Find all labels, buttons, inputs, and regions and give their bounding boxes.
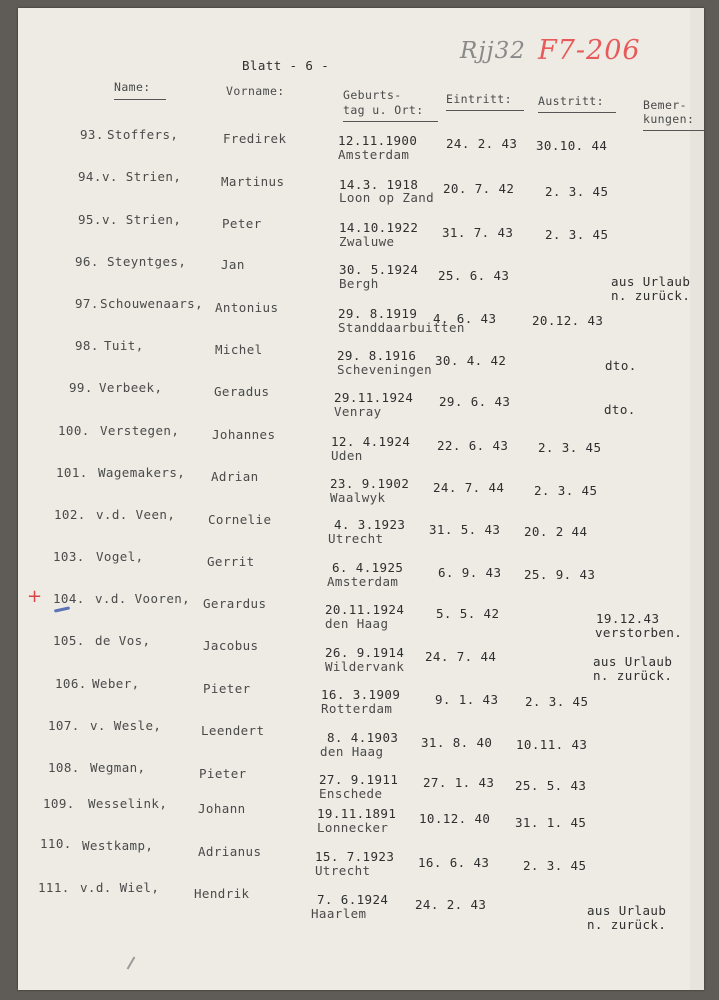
- header-name: Name:: [114, 80, 151, 94]
- row-remark-1: 19.12.43: [596, 611, 660, 626]
- row-eintritt: 16. 6. 43: [418, 855, 490, 870]
- row-vorname: Peter: [222, 216, 262, 231]
- header-eintritt: Eintritt:: [446, 92, 512, 106]
- row-name: Tuit,: [104, 338, 144, 353]
- archive-initials: Rjj32: [460, 38, 526, 64]
- row-number: 94.: [78, 169, 102, 184]
- row-birth-place: Scheveningen: [337, 362, 433, 377]
- row-eintritt: 31. 8. 40: [421, 735, 493, 750]
- row-vorname: Johannes: [212, 427, 276, 442]
- row-birth-place: Loon op Zand: [339, 190, 435, 205]
- row-number: 104.: [53, 591, 85, 606]
- row-name: Stoffers,: [107, 127, 179, 142]
- row-number: 96.: [75, 254, 99, 269]
- row-birth-place: Uden: [331, 448, 363, 463]
- row-eintritt: 29. 6. 43: [439, 394, 511, 409]
- row-eintritt: 30. 4. 42: [435, 353, 507, 368]
- row-birth-date: 20.11.1924: [325, 602, 405, 617]
- row-name: Vogel,: [96, 549, 144, 564]
- row-birth-date: 27. 9.1911: [319, 772, 399, 787]
- row-birth-date: 30. 5.1924: [339, 262, 419, 277]
- header-name-underline: [114, 99, 166, 100]
- row-eintritt: 24. 2. 43: [415, 897, 487, 912]
- row-eintritt: 9. 1. 43: [435, 692, 499, 707]
- row-name: Verstegen,: [100, 423, 180, 438]
- row-remark-1: dto.: [605, 358, 637, 373]
- row-birth-place: Enschede: [319, 786, 383, 801]
- row-eintritt: 4. 6. 43: [433, 311, 497, 326]
- row-birth-place: Bergh: [339, 276, 379, 291]
- row-number: 107.: [48, 718, 80, 733]
- row-number: 102.: [54, 507, 86, 522]
- row-remark-2: n. zurück.: [587, 917, 667, 932]
- row-name: v.d. Veen,: [96, 507, 176, 522]
- header-austritt-underline: [538, 112, 616, 113]
- row-birth-date: 4. 3.1923: [334, 517, 406, 532]
- page-edge: [690, 8, 704, 990]
- row-number: 97.: [75, 296, 99, 311]
- row-vorname: Michel: [215, 342, 263, 357]
- margin-plus-mark: +: [27, 586, 43, 607]
- row-birth-place: Haarlem: [311, 906, 367, 921]
- row-name: Wesselink,: [88, 796, 168, 811]
- header-geburt-1: Geburts-: [343, 88, 402, 102]
- row-birth-place: Amsterdam: [338, 147, 410, 162]
- row-eintritt: 24. 2. 43: [446, 136, 518, 151]
- row-remark-1: aus Urlaub: [593, 654, 673, 669]
- row-birth-place: Lonnecker: [317, 820, 389, 835]
- row-vorname: Leendert: [201, 723, 265, 738]
- header-bemerk-1: Bemer-: [643, 98, 687, 112]
- row-birth-date: 15. 7.1923: [315, 849, 395, 864]
- row-birth-date: 26. 9.1914: [325, 645, 405, 660]
- row-name: Steyntges,: [107, 254, 187, 269]
- row-number: 98.: [75, 338, 99, 353]
- row-birth-date: 19.11.1891: [317, 806, 397, 821]
- row-vorname: Jacobus: [203, 638, 259, 653]
- row-vorname: Cornelie: [208, 512, 272, 527]
- row-birth-date: 7. 6.1924: [317, 892, 389, 907]
- header-geburt-2: tag u. Ort:: [343, 103, 424, 117]
- row-birth-place: Utrecht: [328, 531, 384, 546]
- row-birth-place: Utrecht: [315, 863, 371, 878]
- row-name: Weber,: [92, 676, 140, 691]
- row-vorname: Hendrik: [194, 886, 250, 901]
- row-birth-place: Rotterdam: [321, 701, 393, 716]
- row-name: v. Wesle,: [90, 718, 162, 733]
- row-austritt: 2. 3. 45: [538, 440, 602, 455]
- row-vorname: Gerardus: [203, 596, 267, 611]
- row-number: 108.: [48, 760, 80, 775]
- row-name: Verbeek,: [99, 380, 163, 395]
- row-birth-date: 14.10.1922: [339, 220, 419, 235]
- header-vorname: Vorname:: [226, 84, 285, 98]
- row-eintritt: 5. 5. 42: [436, 606, 500, 621]
- row-birth-date: 16. 3.1909: [321, 687, 401, 702]
- row-eintritt: 27. 1. 43: [423, 775, 495, 790]
- row-number: 103.: [53, 549, 85, 564]
- row-number: 100.: [58, 423, 90, 438]
- row-number: 110.: [40, 836, 72, 851]
- row-eintritt: 22. 6. 43: [437, 438, 509, 453]
- row-remark-1: dto.: [604, 402, 636, 417]
- row-eintritt: 24. 7. 44: [425, 649, 497, 664]
- row-austritt: 2. 3. 45: [525, 694, 589, 709]
- row-austritt: 20.12. 43: [532, 313, 604, 328]
- header-austritt: Austritt:: [538, 94, 604, 108]
- row-birth-date: 29.11.1924: [334, 390, 414, 405]
- row-birth-date: 29. 8.1919: [338, 306, 418, 321]
- row-number: 111.: [38, 880, 70, 895]
- row-number: 106.: [55, 676, 87, 691]
- row-birth-place: Standdaarbuitten: [338, 320, 465, 335]
- row-austritt: 2. 3. 45: [545, 227, 609, 242]
- row-number: 101.: [56, 465, 88, 480]
- row-austritt: 31. 1. 45: [515, 815, 587, 830]
- row-eintritt: 24. 7. 44: [433, 480, 505, 495]
- row-austritt: 2. 3. 45: [523, 858, 587, 873]
- row-austritt: 20. 2 44: [524, 524, 588, 539]
- row-name: v.d. Wiel,: [80, 880, 160, 895]
- row-number: 105.: [53, 633, 85, 648]
- row-austritt: 10.11. 43: [516, 737, 588, 752]
- row-birth-date: 12.11.1900: [338, 133, 418, 148]
- header-geburt-underline: [343, 121, 438, 122]
- row-remark-2: verstorben.: [595, 625, 683, 640]
- row-name: de Vos,: [95, 633, 151, 648]
- row-birth-place: den Haag: [325, 616, 389, 631]
- row-austritt: 25. 5. 43: [515, 778, 587, 793]
- row-remark-1: aus Urlaub: [611, 274, 691, 289]
- row-vorname: Martinus: [221, 174, 285, 189]
- row-remark-2: n. zurück.: [593, 668, 673, 683]
- row-vorname: Pieter: [203, 681, 251, 696]
- row-birth-date: 14.3. 1918: [339, 177, 419, 192]
- row-austritt: 25. 9. 43: [524, 567, 596, 582]
- row-vorname: Gerrit: [207, 554, 255, 569]
- row-austritt: 30.10. 44: [536, 138, 608, 153]
- page-label: Blatt - 6 -: [242, 58, 330, 73]
- row-vorname: Adrian: [211, 469, 259, 484]
- row-birth-place: Waalwyk: [330, 490, 386, 505]
- row-remark-1: aus Urlaub: [587, 903, 667, 918]
- row-birth-place: den Haag: [320, 744, 384, 759]
- row-austritt: 2. 3. 45: [545, 184, 609, 199]
- row-birth-date: 23. 9.1902: [330, 476, 410, 491]
- row-name: Wegman,: [90, 760, 146, 775]
- row-birth-date: 12. 4.1924: [331, 434, 411, 449]
- row-birth-date: 29. 8.1916: [337, 348, 417, 363]
- pencil-mark: [127, 956, 136, 969]
- row-remark-2: n. zurück.: [611, 288, 691, 303]
- row-eintritt: 31. 5. 43: [429, 522, 501, 537]
- row-vorname: Jan: [221, 257, 245, 272]
- row-name: v. Strien,: [102, 169, 182, 184]
- document-page: [18, 8, 704, 990]
- archive-reference: F7-206: [538, 35, 641, 66]
- row-birth-date: 8. 4.1903: [327, 730, 399, 745]
- row-birth-place: Wildervank: [325, 659, 405, 674]
- row-name: v. Strien,: [102, 212, 182, 227]
- row-austritt: 2. 3. 45: [534, 483, 598, 498]
- row-birth-place: Zwaluwe: [339, 234, 395, 249]
- row-eintritt: 20. 7. 42: [443, 181, 515, 196]
- row-vorname: Pieter: [199, 766, 247, 781]
- margin-blue-dash: [54, 606, 70, 612]
- row-birth-place: Venray: [334, 404, 382, 419]
- row-name: Schouwenaars,: [100, 296, 204, 311]
- row-vorname: Johann: [198, 801, 246, 816]
- row-eintritt: 31. 7. 43: [442, 225, 514, 240]
- row-eintritt: 6. 9. 43: [438, 565, 502, 580]
- header-bemerk-underline: [643, 130, 704, 131]
- row-birth-date: 6. 4.1925: [332, 560, 404, 575]
- row-number: 109.: [43, 796, 75, 811]
- row-name: Westkamp,: [82, 838, 154, 853]
- row-vorname: Antonius: [215, 300, 279, 315]
- row-number: 99.: [69, 380, 93, 395]
- row-vorname: Fredirek: [223, 131, 287, 146]
- row-number: 95.: [78, 212, 102, 227]
- row-eintritt: 25. 6. 43: [438, 268, 510, 283]
- row-vorname: Adrianus: [198, 844, 262, 859]
- header-eintritt-underline: [446, 110, 524, 111]
- row-birth-place: Amsterdam: [327, 574, 399, 589]
- header-bemerk-2: kungen:: [643, 112, 695, 126]
- row-name: v.d. Vooren,: [95, 591, 191, 606]
- row-name: Wagemakers,: [98, 465, 186, 480]
- row-number: 93.: [80, 127, 104, 142]
- row-eintritt: 10.12. 40: [419, 811, 491, 826]
- row-vorname: Geradus: [214, 384, 270, 399]
